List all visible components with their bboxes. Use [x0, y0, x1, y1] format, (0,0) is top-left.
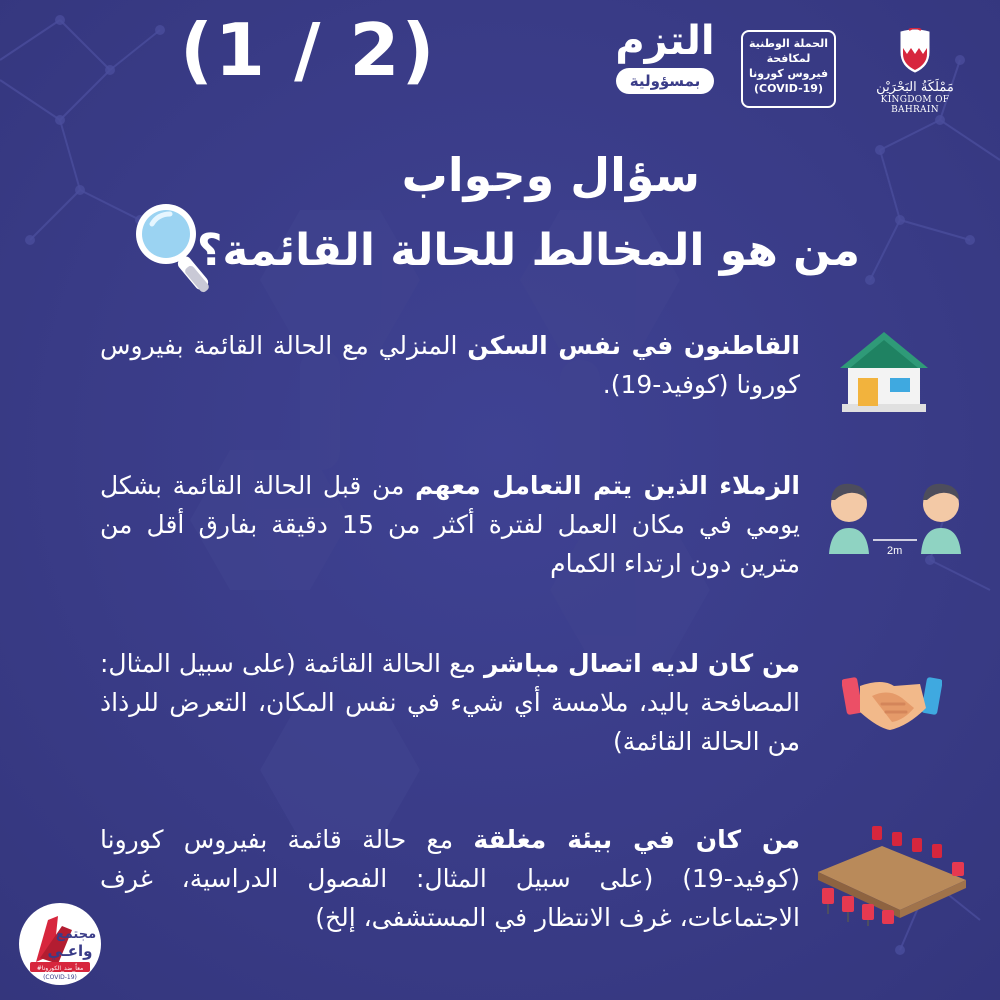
- badge-line-3: #معاً_ضد_الكورونا: [36, 965, 84, 972]
- iltazim-logo-sub: بمسؤولية: [616, 68, 715, 94]
- list-item: [100, 820, 800, 937]
- kingdom-logo: [860, 28, 970, 113]
- item-1-text: المنزلي مع الحالة القائمة بفيروس كورونا (كوفيد-19).: [100, 331, 800, 399]
- meeting-table-icon: [812, 822, 972, 927]
- list-item: [100, 326, 800, 404]
- campaign-line-2: لمكافحة: [766, 52, 811, 65]
- campaign-line-4: (COVID-19): [753, 82, 823, 95]
- badge-line-2: واعـي: [47, 942, 93, 960]
- kingdom-name-arabic: مَمْلَكَةُ البَحْرَيْن: [876, 80, 954, 95]
- badge-line-4: (COVID-19): [43, 974, 77, 981]
- iltazim-logo: [610, 18, 720, 118]
- item-1-bold: القاطنون في نفس السكن: [467, 331, 800, 360]
- page-counter: (1 / 2): [180, 8, 437, 92]
- bahrain-emblem-icon: [895, 28, 935, 74]
- distance-people-icon: [825, 478, 965, 558]
- campaign-logo: [741, 30, 836, 108]
- badge-line-1: مجتمع: [55, 927, 97, 942]
- item-4-bold: من كان في بيئة مغلقة: [473, 825, 800, 854]
- item-3-text: مع الحالة القائمة (على سبيل المثال: المصافحة باليد، ملامسة أي شيء في نفس المكان، التعرض للرذاذ من الحالة القائمة): [100, 649, 800, 756]
- iltazim-logo-main: التزم: [615, 18, 715, 64]
- list-item: [100, 466, 800, 583]
- item-3-bold: من كان لديه اتصال مباشر: [483, 649, 801, 678]
- page-subtitle: من هو المخالط للحالة القائمة؟: [196, 225, 860, 276]
- magnifier-icon: [130, 198, 220, 298]
- item-2-bold: الزملاء الذين يتم التعامل معهم: [415, 471, 800, 500]
- house-icon: [838, 328, 930, 416]
- distance-label: 2m: [887, 545, 903, 557]
- header: [0, 0, 1000, 130]
- handshake-icon: [842, 668, 942, 738]
- kingdom-name-english: KINGDOM OF BAHRAIN: [880, 95, 950, 115]
- page-title: سؤال وجواب: [401, 148, 700, 202]
- item-4-text: مع حالة قائمة بفيروس كورونا (كوفيد-19) (على سبيل المثال: الفصول الدراسية، غرف الاجتماعات، غرف الانتظار في المستشفى، إلخ): [100, 825, 800, 932]
- campaign-line-1: الحملة الوطنية: [748, 37, 828, 50]
- list-item: [100, 644, 800, 761]
- item-2-text: من قبل الحالة القائمة بشكل يومي في مكان العمل لفترة أكثر من 15 دقيقة بفارق أقل من مترين دون ارتداء الكمام: [100, 471, 800, 578]
- community-badge-icon: [18, 902, 102, 986]
- campaign-line-3: فيروس كورونا: [748, 67, 829, 80]
